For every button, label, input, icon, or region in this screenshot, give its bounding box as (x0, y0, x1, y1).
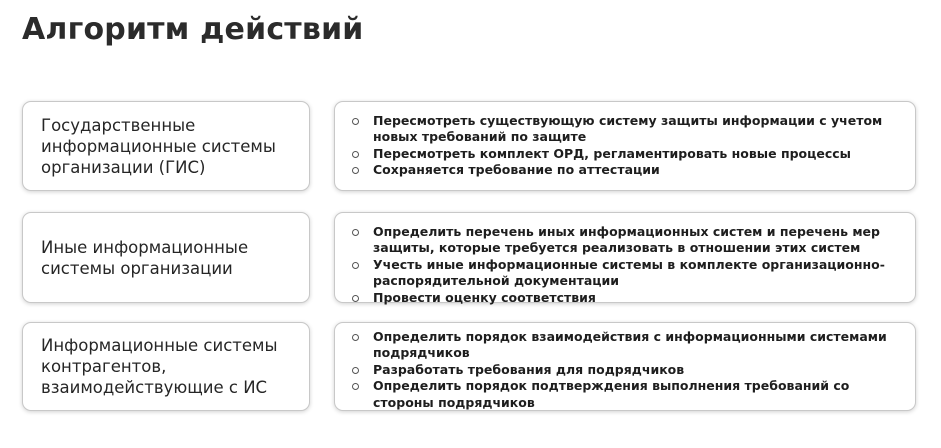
list-item-text: Сохраняется требование по аттестации (373, 162, 660, 178)
circle-bullet-icon (352, 334, 359, 341)
list-item-text: Провести оценку соответствия (373, 289, 596, 305)
circle-bullet-icon (352, 262, 359, 269)
list-item-text: Учесть иные информационные системы в комплекте организационно-распорядительной документации (373, 256, 885, 289)
actions-box-other-is (334, 212, 916, 303)
circle-bullet-icon (352, 118, 359, 125)
actions-box-contractors (334, 322, 916, 411)
category-box-contractors (22, 322, 310, 411)
list-item-text: Разработать требования для подрядчиков (373, 361, 685, 377)
circle-bullet-icon (352, 229, 359, 236)
list-item (351, 257, 901, 290)
list-item (351, 146, 901, 162)
category-label-contractors: Информационные системы контрагентов, взаимодействующие с ИС (41, 336, 278, 397)
circle-bullet-icon (352, 167, 359, 174)
actions-list-gis (351, 113, 901, 179)
list-item (351, 329, 901, 362)
circle-bullet-icon (352, 383, 359, 390)
actions-box-gis (334, 101, 916, 191)
list-item (351, 362, 901, 378)
page-title: Алгоритм действий (22, 12, 364, 47)
list-item-text: Определить порядок подтверждения выполнения требований со стороны подрядчиков (373, 378, 850, 410)
category-box-gis (22, 101, 310, 191)
list-item (351, 378, 901, 411)
category-label-gis: Государственные информационные системы организации (ГИС) (41, 115, 276, 177)
list-item-text: Пересмотреть существующую систему защиты информации с учетом новых требований по защите (373, 113, 883, 145)
list-item-text: Определить перечень иных информационных систем и перечень мер защиты, которые требуется реализовать в отношении этих систем (373, 224, 880, 256)
actions-list-other-is (351, 224, 901, 306)
list-item (351, 113, 901, 146)
category-label-other-is: Иные информационные системы организации (41, 237, 249, 278)
list-item (351, 290, 901, 306)
circle-bullet-icon (352, 367, 359, 374)
circle-bullet-icon (352, 295, 359, 302)
circle-bullet-icon (352, 151, 359, 158)
category-box-other-is (22, 212, 310, 303)
list-item (351, 224, 901, 257)
list-item-text: Определить порядок взаимодействия с информационными системами подрядчиков (373, 329, 887, 361)
actions-list-contractors (351, 329, 901, 411)
list-item-text: Пересмотреть комплект ОРД, регламентировать новые процессы (373, 145, 851, 161)
list-item (351, 162, 901, 178)
